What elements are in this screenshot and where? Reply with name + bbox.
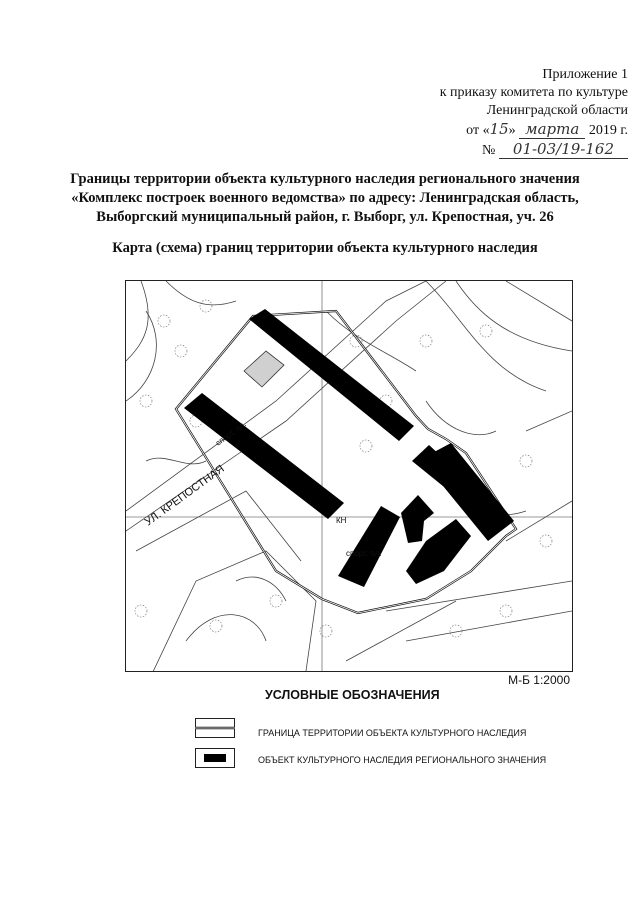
appendix-number: № 01-03/19-162 — [440, 140, 628, 160]
black-block-icon — [195, 748, 235, 768]
appendix-line-1: Приложение 1 — [542, 67, 628, 82]
appendix-date: от «15» марта 2019 г. — [466, 120, 628, 138]
heritage-buildings — [184, 309, 514, 587]
document-title: Границы территории объекта культурного наследия регионального значения «Комплекс построек военного ведомства» по адресу: Ленинградская область, Выборгский муниципальный район, г. Выборг, ул. Крепостная, уч. 26 — [70, 171, 580, 225]
cadastral-map — [125, 280, 573, 672]
legend-object-label: ОБЪЕКТ КУЛЬТУРНОГО НАСЛЕДИЯ РЕГИОНАЛЬНОГО ЗНАЧЕНИЯ — [258, 755, 547, 765]
street-label: УЛ. КРЕПОСТНАЯ — [142, 462, 227, 529]
legend-title: УСЛОВНЫЕ ОБОЗНАЧЕНИЯ — [265, 688, 440, 702]
sport-ground-label-2: спорт. пл. — [346, 549, 382, 558]
date-year: 2019 г. — [588, 123, 628, 138]
appendix-block — [440, 66, 628, 160]
date-month: марта — [519, 120, 585, 139]
map-drawing — [126, 281, 572, 671]
sport-ground-label-1: спорт. пл. — [213, 419, 248, 448]
order-number: 01-03/19-162 — [499, 140, 628, 159]
legend-boundary-label: ГРАНИЦА ТЕРРИТОРИИ ОБЪЕКТА КУЛЬТУРНОГО НАСЛЕДИЯ — [258, 728, 527, 738]
date-day: 15 — [489, 120, 509, 138]
appendix-line-2: к приказу комитета по культуре — [439, 85, 628, 100]
legend-object-symbol — [195, 748, 235, 768]
legend-boundary-symbol — [195, 718, 235, 738]
kn-label: КН — [336, 516, 347, 525]
boundary-line-icon — [195, 718, 235, 738]
appendix-line-3: Ленинградской области — [486, 103, 628, 118]
map-subtitle: Карта (схема) границ территории объекта культурного наследия — [112, 240, 538, 256]
map-scale: М-Б 1:2000 — [508, 673, 570, 687]
